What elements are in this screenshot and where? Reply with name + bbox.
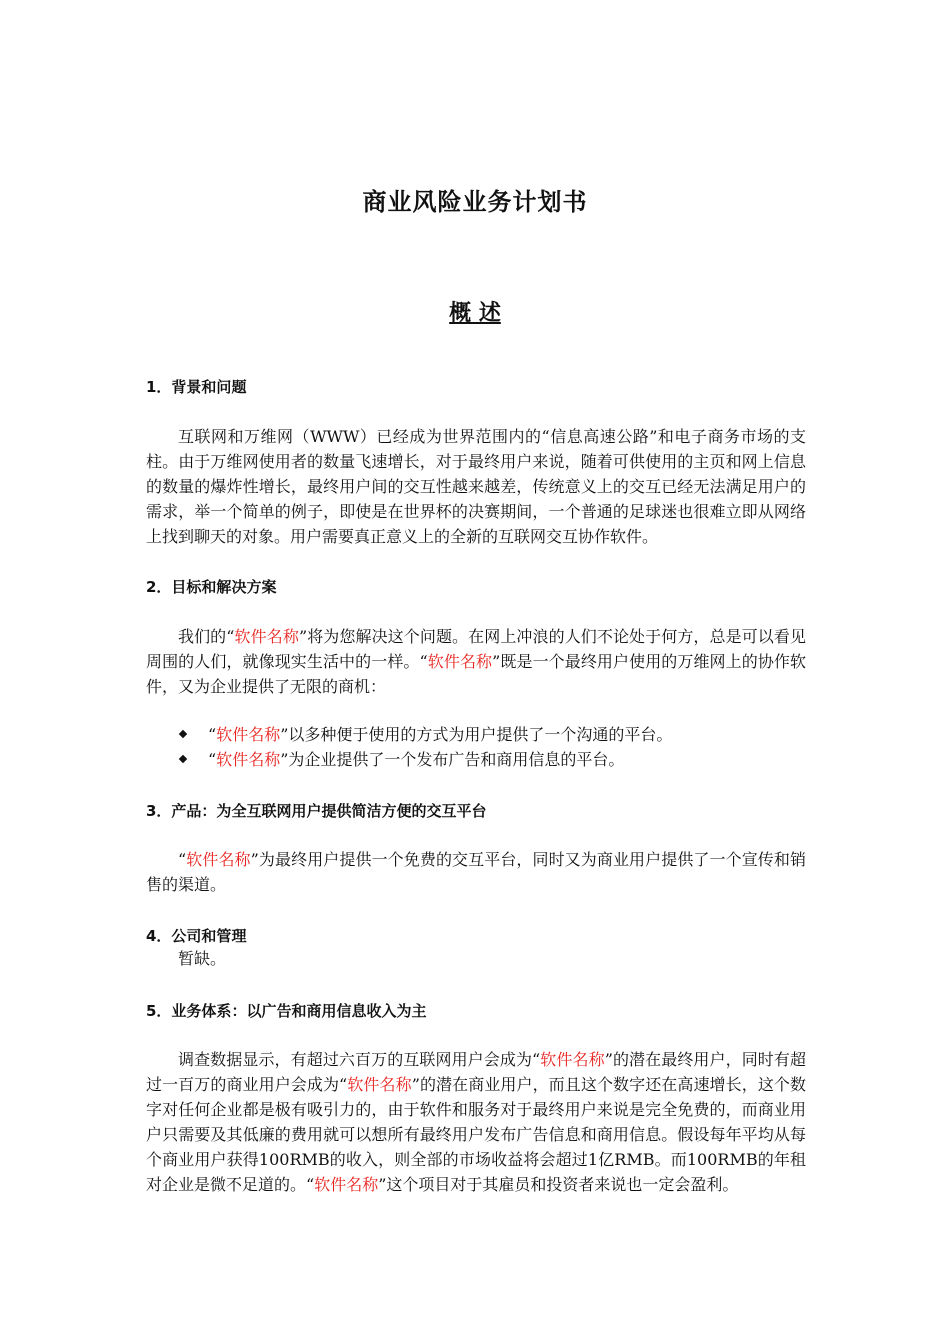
section-4-text: 暂缺。 [178, 949, 227, 968]
text-segment: ”为企业提供了一个发布广告和商用信息的平台。 [280, 750, 625, 769]
software-name: 软件名称 [427, 652, 493, 671]
section-1-heading: 1．背景和问题 [146, 378, 247, 396]
software-name: 软件名称 [216, 725, 281, 744]
text-segment: ”既是一个最终用户使用的万维网上的协作软件，又为企业提供了无限的商机： [146, 652, 806, 696]
text-segment: 我们的“ [178, 627, 235, 646]
text-segment: ”的潜在商业用户，而且这个数字还在高速增长，这个数字对任何企业都是极有吸引力的，由于软件和服务对于最终用户来说是完全免费的，而商业用户只需要及其低廉的费用就可以想所有最终用户发布广告信息和商用信息。假设每年平均从每个商业用户获得100RMB的收入，则全部的市场收益将会超过1亿RMB。而100RMB的年租对企业是微不足道的。“ [146, 1075, 806, 1194]
software-name: 软件名称 [216, 750, 281, 769]
section-3-heading: 3．产品：为全互联网用户提供简洁方便的交互平台 [146, 802, 487, 820]
text-segment: 调查数据显示，有超过六百万的互联网用户会成为“ [178, 1050, 541, 1069]
overview-heading: 概 述 [449, 301, 501, 326]
section-5-heading: 5．业务体系：以广告和商用信息收入为主 [146, 1002, 427, 1020]
section-1-paragraph: 互联网和万维网（WWW）已经成为世界范围内的“信息高速公路”和电子商务市场的支柱。由于万维网使用者的数量飞速增长，对于最终用户来说，随着可供使用的主页和网上信息的数量的爆炸性增长，最终用户间的交互性越来越差，传统意义上的交互已经无法满足用户的需求，举一个简单的例子，即使是在世界杯的决赛期间，一个普通的足球迷也很难立即从网络上找到聊天的对象。用户需要真正意义上的全新的互联网交互协作软件。 [146, 427, 806, 546]
section-5-paragraph [146, 1047, 806, 1197]
text-segment: ”的潜在最终用户，同时有超过一百万的商业用户会成为“ [146, 1050, 806, 1094]
text-segment: ”为最终用户提供一个免费的交互平台，同时又为商业用户提供了一个宣传和销售的渠道。 [146, 850, 806, 894]
text-segment: ”将为您解决这个问题。在网上冲浪的人们不论处于何方，总是可以看见周围的人们，就像现实生活中的一样。“ [146, 627, 806, 671]
software-name: 软件名称 [186, 850, 251, 869]
list-item [178, 747, 818, 772]
software-name: 软件名称 [314, 1175, 379, 1194]
software-name: 软件名称 [347, 1075, 412, 1094]
list-item [178, 722, 818, 747]
document-title: 商业风险业务计划书 [362, 188, 588, 216]
feature-list [178, 722, 818, 772]
text-segment: “ [208, 725, 217, 744]
diamond-bullet-icon [179, 755, 187, 763]
text-segment: ”这个项目对于其雇员和投资者来说也一定会盈利。 [378, 1175, 739, 1194]
section-3-paragraph [146, 847, 806, 897]
text-segment: “ [178, 850, 187, 869]
software-name: 软件名称 [234, 627, 299, 646]
section-2-heading: 2．目标和解决方案 [146, 578, 277, 596]
text-segment: ”以多种便于使用的方式为用户提供了一个沟通的平台。 [280, 725, 673, 744]
diamond-bullet-icon [179, 730, 187, 738]
section-4-heading: 4．公司和管理 [146, 927, 247, 945]
section-2-paragraph [146, 624, 806, 699]
text-segment: “ [208, 750, 217, 769]
software-name: 软件名称 [540, 1050, 605, 1069]
